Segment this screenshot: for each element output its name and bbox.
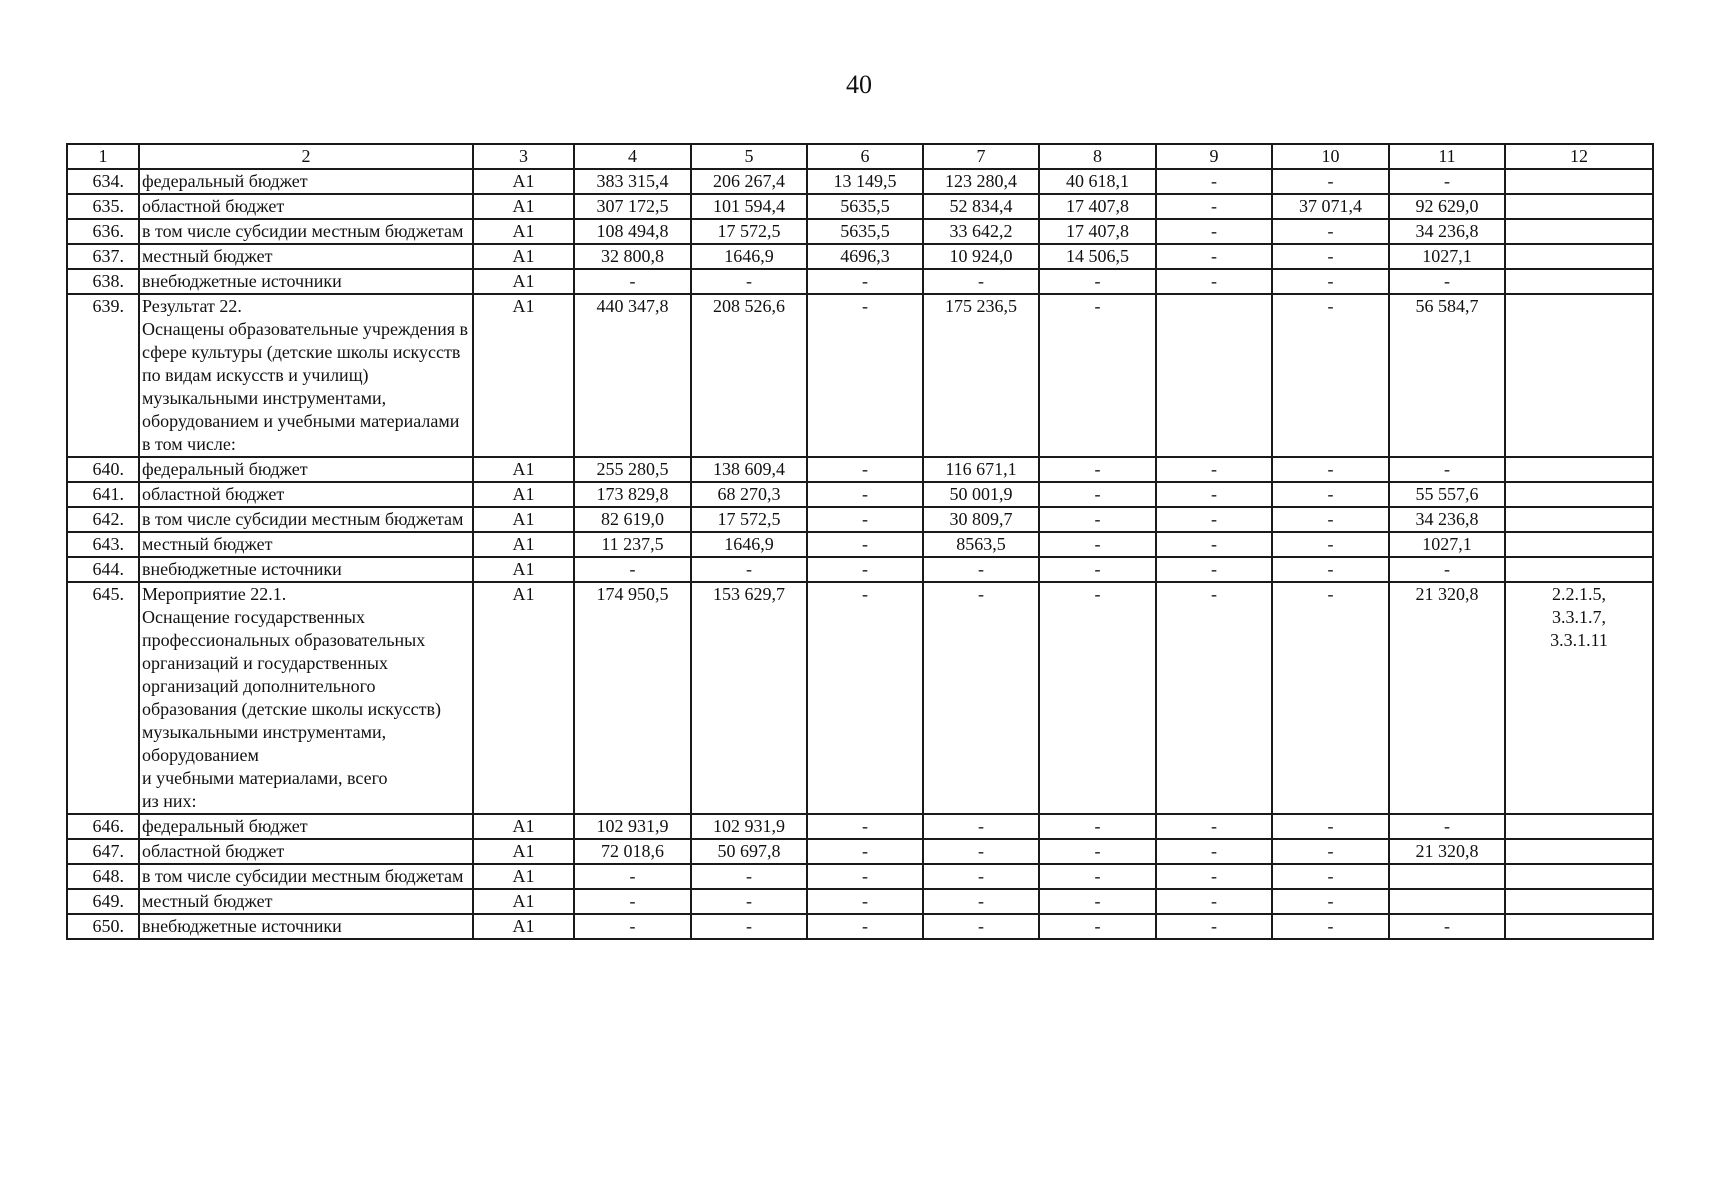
value-cell-c10: - (1272, 169, 1389, 194)
value-cell-c5: 101 594,4 (691, 194, 807, 219)
value-cell-c5: - (691, 889, 807, 914)
column-header-10: 10 (1272, 144, 1389, 169)
value-cell-c9: - (1156, 219, 1272, 244)
value-cell-c8: - (1039, 482, 1156, 507)
value-cell-c5: 17 572,5 (691, 219, 807, 244)
value-cell-c9: - (1156, 169, 1272, 194)
value-cell-c11: - (1389, 169, 1505, 194)
value-cell-c10: - (1272, 269, 1389, 294)
value-cell-c4: 173 829,8 (574, 482, 691, 507)
value-cell-c5: 153 629,7 (691, 582, 807, 814)
value-cell-c4: 11 237,5 (574, 532, 691, 557)
table-row (67, 507, 1653, 532)
value-cell-c7: - (923, 914, 1039, 939)
value-cell-c10: - (1272, 457, 1389, 482)
value-cell-c11 (1389, 889, 1505, 914)
value-cell-c4: 102 931,9 (574, 814, 691, 839)
value-cell-c6: - (807, 864, 923, 889)
value-cell-c11 (1389, 864, 1505, 889)
row-number-cell: 639. (67, 294, 139, 457)
column-header-4: 4 (574, 144, 691, 169)
page-number: 40 (846, 70, 872, 99)
row-code-cell: А1 (473, 864, 574, 889)
row-code-cell: А1 (473, 219, 574, 244)
table-row (67, 269, 1653, 294)
value-cell-c4: 32 800,8 (574, 244, 691, 269)
value-cell-c9: - (1156, 839, 1272, 864)
value-cell-c6: - (807, 457, 923, 482)
value-cell-c5: 1646,9 (691, 244, 807, 269)
value-cell-c11: 56 584,7 (1389, 294, 1505, 457)
value-cell-c7: 175 236,5 (923, 294, 1039, 457)
row-name-cell: в том числе субсидии местным бюджетам (139, 219, 473, 244)
row-name-cell: местный бюджет (139, 532, 473, 557)
column-header-5: 5 (691, 144, 807, 169)
value-cell-c11: 92 629,0 (1389, 194, 1505, 219)
value-cell-c12 (1505, 889, 1653, 914)
row-name-cell: областной бюджет (139, 482, 473, 507)
value-cell-c5: 50 697,8 (691, 839, 807, 864)
row-number-cell: 648. (67, 864, 139, 889)
value-cell-c11: 1027,1 (1389, 244, 1505, 269)
row-name-cell: Мероприятие 22.1. Оснащение государственных профессиональных образовательных организаций и государственных организаций дополнительного образования (детские школы искусств) музыкальными инструментами, оборудованием и учебными материалами, всего из них: (139, 582, 473, 814)
value-cell-c4: - (574, 557, 691, 582)
value-cell-c11: 21 320,8 (1389, 582, 1505, 814)
row-name-cell: местный бюджет (139, 889, 473, 914)
row-number-cell: 634. (67, 169, 139, 194)
column-header-11: 11 (1389, 144, 1505, 169)
value-cell-c6: - (807, 582, 923, 814)
value-cell-c11: 34 236,8 (1389, 219, 1505, 244)
value-cell-c10: 37 071,4 (1272, 194, 1389, 219)
value-cell-c8: - (1039, 914, 1156, 939)
value-cell-c11: - (1389, 814, 1505, 839)
value-cell-c8: - (1039, 507, 1156, 532)
table-body (67, 169, 1653, 939)
value-cell-c6: - (807, 482, 923, 507)
value-cell-c7: 116 671,1 (923, 457, 1039, 482)
row-name-cell: областной бюджет (139, 194, 473, 219)
row-name-cell: федеральный бюджет (139, 814, 473, 839)
value-cell-c4: 82 619,0 (574, 507, 691, 532)
value-cell-c12 (1505, 457, 1653, 482)
value-cell-c12 (1505, 864, 1653, 889)
value-cell-c5: 102 931,9 (691, 814, 807, 839)
header-row (67, 144, 1653, 169)
column-header-7: 7 (923, 144, 1039, 169)
row-name-cell: областной бюджет (139, 839, 473, 864)
value-cell-c7: - (923, 864, 1039, 889)
row-number-cell: 643. (67, 532, 139, 557)
value-cell-c7: 10 924,0 (923, 244, 1039, 269)
value-cell-c4: 307 172,5 (574, 194, 691, 219)
value-cell-c7: 52 834,4 (923, 194, 1039, 219)
value-cell-c10: - (1272, 557, 1389, 582)
value-cell-c8: - (1039, 532, 1156, 557)
value-cell-c12 (1505, 914, 1653, 939)
row-code-cell: А1 (473, 169, 574, 194)
value-cell-c12 (1505, 507, 1653, 532)
value-cell-c7: - (923, 839, 1039, 864)
row-number-cell: 644. (67, 557, 139, 582)
row-code-cell: А1 (473, 294, 574, 457)
value-cell-c6: - (807, 839, 923, 864)
table-row (67, 482, 1653, 507)
value-cell-c6: 4696,3 (807, 244, 923, 269)
value-cell-c10: - (1272, 532, 1389, 557)
value-cell-c7: 123 280,4 (923, 169, 1039, 194)
value-cell-c4: - (574, 889, 691, 914)
value-cell-c9: - (1156, 244, 1272, 269)
table-row (67, 532, 1653, 557)
value-cell-c8: 14 506,5 (1039, 244, 1156, 269)
table-row (67, 219, 1653, 244)
row-number-cell: 638. (67, 269, 139, 294)
column-header-6: 6 (807, 144, 923, 169)
value-cell-c5: 208 526,6 (691, 294, 807, 457)
row-name-cell: в том числе субсидии местным бюджетам (139, 864, 473, 889)
row-number-cell: 636. (67, 219, 139, 244)
table-row (67, 914, 1653, 939)
value-cell-c11: - (1389, 557, 1505, 582)
value-cell-c9: - (1156, 482, 1272, 507)
value-cell-c9: - (1156, 269, 1272, 294)
table-row (67, 864, 1653, 889)
row-code-cell: А1 (473, 889, 574, 914)
value-cell-c6: - (807, 914, 923, 939)
value-cell-c10: - (1272, 219, 1389, 244)
value-cell-c7: - (923, 557, 1039, 582)
row-code-cell: А1 (473, 244, 574, 269)
value-cell-c9: - (1156, 914, 1272, 939)
row-code-cell: А1 (473, 839, 574, 864)
value-cell-c6: 5635,5 (807, 219, 923, 244)
row-code-cell: А1 (473, 482, 574, 507)
value-cell-c12 (1505, 814, 1653, 839)
value-cell-c4: 255 280,5 (574, 457, 691, 482)
value-cell-c7: 33 642,2 (923, 219, 1039, 244)
row-code-cell: А1 (473, 194, 574, 219)
value-cell-c5: - (691, 914, 807, 939)
row-number-cell: 637. (67, 244, 139, 269)
value-cell-c12 (1505, 839, 1653, 864)
value-cell-c8: - (1039, 889, 1156, 914)
value-cell-c8: - (1039, 582, 1156, 814)
value-cell-c9: - (1156, 532, 1272, 557)
value-cell-c10: - (1272, 864, 1389, 889)
row-number-cell: 646. (67, 814, 139, 839)
value-cell-c6: - (807, 557, 923, 582)
row-code-cell: А1 (473, 507, 574, 532)
value-cell-c11: 55 557,6 (1389, 482, 1505, 507)
value-cell-c8: 17 407,8 (1039, 194, 1156, 219)
row-number-cell: 640. (67, 457, 139, 482)
value-cell-c10: - (1272, 914, 1389, 939)
value-cell-c9: - (1156, 507, 1272, 532)
table-row (67, 244, 1653, 269)
value-cell-c10: - (1272, 507, 1389, 532)
value-cell-c10: - (1272, 839, 1389, 864)
value-cell-c12 (1505, 219, 1653, 244)
value-cell-c9: - (1156, 814, 1272, 839)
value-cell-c8: 40 618,1 (1039, 169, 1156, 194)
row-code-cell: А1 (473, 582, 574, 814)
value-cell-c6: - (807, 532, 923, 557)
value-cell-c11: 1027,1 (1389, 532, 1505, 557)
value-cell-c9: - (1156, 557, 1272, 582)
table-row (67, 557, 1653, 582)
value-cell-c9: - (1156, 457, 1272, 482)
value-cell-c6: 13 149,5 (807, 169, 923, 194)
value-cell-c9: - (1156, 864, 1272, 889)
value-cell-c5: - (691, 864, 807, 889)
column-header-2: 2 (139, 144, 473, 169)
column-header-9: 9 (1156, 144, 1272, 169)
value-cell-c11: 21 320,8 (1389, 839, 1505, 864)
value-cell-c12 (1505, 169, 1653, 194)
value-cell-c8: - (1039, 557, 1156, 582)
table-row (67, 457, 1653, 482)
value-cell-c8: 17 407,8 (1039, 219, 1156, 244)
value-cell-c6: - (807, 269, 923, 294)
table-row (67, 839, 1653, 864)
table-row (67, 889, 1653, 914)
row-name-cell: в том числе субсидии местным бюджетам (139, 507, 473, 532)
value-cell-c4: - (574, 269, 691, 294)
row-name-cell: внебюджетные источники (139, 914, 473, 939)
value-cell-c4: - (574, 914, 691, 939)
table-row (67, 194, 1653, 219)
row-code-cell: А1 (473, 532, 574, 557)
row-number-cell: 649. (67, 889, 139, 914)
value-cell-c6: - (807, 814, 923, 839)
row-number-cell: 647. (67, 839, 139, 864)
value-cell-c8: - (1039, 839, 1156, 864)
row-number-cell: 650. (67, 914, 139, 939)
row-code-cell: А1 (473, 914, 574, 939)
value-cell-c5: 17 572,5 (691, 507, 807, 532)
value-cell-c12 (1505, 532, 1653, 557)
value-cell-c4: 108 494,8 (574, 219, 691, 244)
row-code-cell: А1 (473, 557, 574, 582)
value-cell-c12 (1505, 269, 1653, 294)
value-cell-c8: - (1039, 457, 1156, 482)
value-cell-c12 (1505, 482, 1653, 507)
value-cell-c8: - (1039, 269, 1156, 294)
row-number-cell: 642. (67, 507, 139, 532)
value-cell-c12 (1505, 194, 1653, 219)
row-code-cell: А1 (473, 269, 574, 294)
value-cell-c6: - (807, 294, 923, 457)
value-cell-c10: - (1272, 814, 1389, 839)
value-cell-c5: 206 267,4 (691, 169, 807, 194)
table-row (67, 294, 1653, 457)
value-cell-c8: - (1039, 864, 1156, 889)
value-cell-c10: - (1272, 294, 1389, 457)
value-cell-c4: 440 347,8 (574, 294, 691, 457)
row-name-cell: Результат 22. Оснащены образовательные учреждения в сфере культуры (детские школы искусств по видам искусств и училищ) музыкальными инструментами, оборудованием и учебными материалами в том числе: (139, 294, 473, 457)
value-cell-c11: 34 236,8 (1389, 507, 1505, 532)
value-cell-c5: 68 270,3 (691, 482, 807, 507)
column-header-12: 12 (1505, 144, 1653, 169)
value-cell-c9 (1156, 294, 1272, 457)
value-cell-c7: - (923, 582, 1039, 814)
table-row (67, 814, 1653, 839)
value-cell-c11: - (1389, 457, 1505, 482)
row-code-cell: А1 (473, 457, 574, 482)
value-cell-c12: 2.2.1.5, 3.3.1.7, 3.3.1.11 (1505, 582, 1653, 814)
value-cell-c12 (1505, 557, 1653, 582)
value-cell-c11: - (1389, 914, 1505, 939)
value-cell-c5: 138 609,4 (691, 457, 807, 482)
value-cell-c12 (1505, 294, 1653, 457)
value-cell-c9: - (1156, 889, 1272, 914)
value-cell-c4: 383 315,4 (574, 169, 691, 194)
value-cell-c10: - (1272, 244, 1389, 269)
value-cell-c5: - (691, 269, 807, 294)
value-cell-c7: - (923, 269, 1039, 294)
budget-table (66, 143, 1654, 940)
value-cell-c5: - (691, 557, 807, 582)
table-row (67, 169, 1653, 194)
value-cell-c12 (1505, 244, 1653, 269)
column-header-8: 8 (1039, 144, 1156, 169)
value-cell-c4: 174 950,5 (574, 582, 691, 814)
value-cell-c8: - (1039, 294, 1156, 457)
value-cell-c10: - (1272, 582, 1389, 814)
table-row (67, 582, 1653, 814)
value-cell-c10: - (1272, 889, 1389, 914)
row-name-cell: федеральный бюджет (139, 457, 473, 482)
row-number-cell: 641. (67, 482, 139, 507)
row-name-cell: внебюджетные источники (139, 269, 473, 294)
value-cell-c9: - (1156, 194, 1272, 219)
value-cell-c7: 50 001,9 (923, 482, 1039, 507)
value-cell-c11: - (1389, 269, 1505, 294)
row-number-cell: 635. (67, 194, 139, 219)
value-cell-c6: - (807, 889, 923, 914)
value-cell-c6: - (807, 507, 923, 532)
value-cell-c7: 30 809,7 (923, 507, 1039, 532)
value-cell-c7: - (923, 814, 1039, 839)
row-name-cell: федеральный бюджет (139, 169, 473, 194)
row-code-cell: А1 (473, 814, 574, 839)
value-cell-c4: - (574, 864, 691, 889)
row-number-cell: 645. (67, 582, 139, 814)
value-cell-c5: 1646,9 (691, 532, 807, 557)
value-cell-c7: 8563,5 (923, 532, 1039, 557)
value-cell-c9: - (1156, 582, 1272, 814)
value-cell-c6: 5635,5 (807, 194, 923, 219)
column-header-3: 3 (473, 144, 574, 169)
row-name-cell: местный бюджет (139, 244, 473, 269)
value-cell-c4: 72 018,6 (574, 839, 691, 864)
value-cell-c8: - (1039, 814, 1156, 839)
column-header-1: 1 (67, 144, 139, 169)
value-cell-c7: - (923, 889, 1039, 914)
value-cell-c10: - (1272, 482, 1389, 507)
row-name-cell: внебюджетные источники (139, 557, 473, 582)
